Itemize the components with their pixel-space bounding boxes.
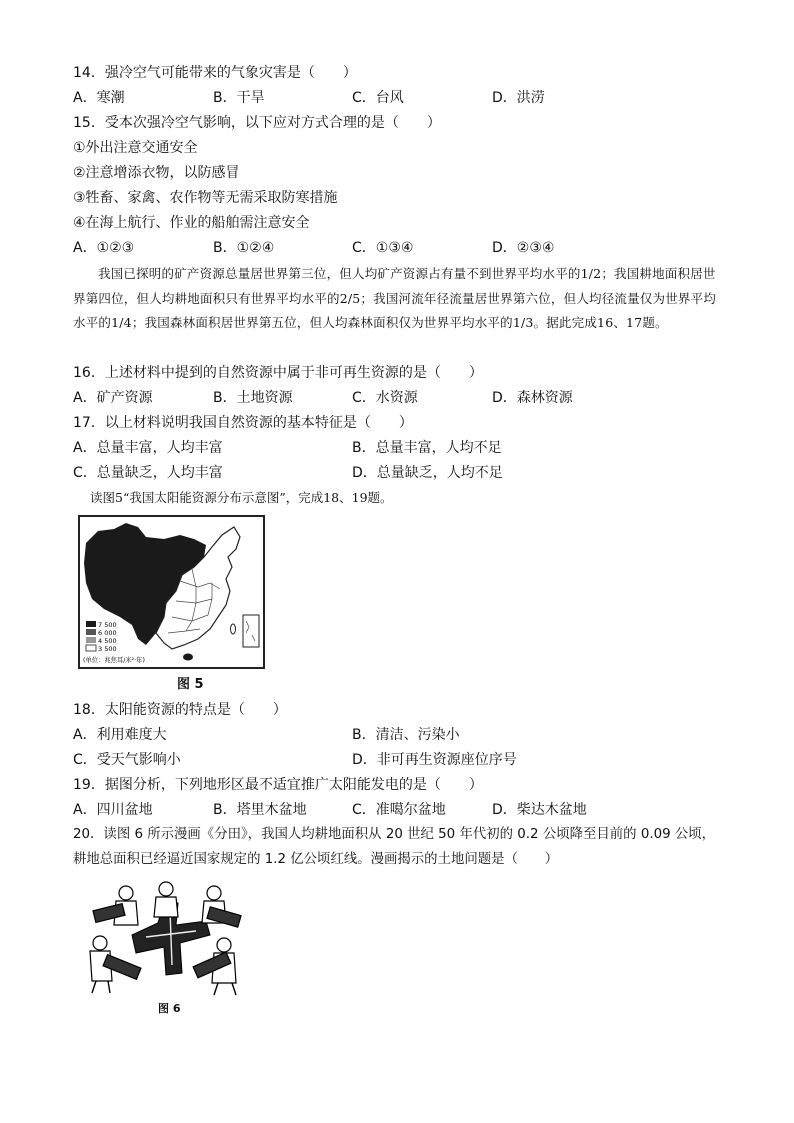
q17-option-a: A．总量丰富，人均丰富 — [73, 440, 223, 456]
land-division-cartoon — [86, 881, 248, 997]
q14-option-a: A．寒潮 — [73, 90, 125, 106]
q16-option-c: C．水资源 — [352, 390, 418, 406]
legend-label-6000: 6 000 — [98, 629, 117, 637]
q16-stem: 16．上述材料中提到的自然资源中属于非可再生资源的是（ ） — [73, 365, 483, 381]
fig5-caption: 图 5 — [177, 677, 204, 692]
legend-swatch-3500 — [86, 645, 96, 651]
q18-option-c: C．受天气影响小 — [73, 752, 181, 768]
q15-item-4: ④在海上航行、作业的船舶需注意安全 — [73, 215, 310, 231]
q15-item-1: ①外出注意交通安全 — [73, 140, 198, 156]
q15-option-d: D．②③④ — [492, 240, 555, 256]
map-hainan-island — [183, 654, 193, 661]
q16-option-b: B．土地资源 — [213, 390, 293, 406]
legend-swatch-7500 — [86, 621, 96, 627]
q18-option-b: B．清洁、污染小 — [352, 727, 460, 743]
map-taiwan-island — [231, 624, 236, 634]
q19-option-c: C．准噶尔盆地 — [352, 802, 446, 818]
q18-option-a: A．利用难度大 — [73, 727, 167, 743]
q17-option-d: D．总量缺乏，人均不足 — [352, 465, 503, 481]
map-inset-box — [243, 615, 259, 647]
q16-option-d: D．森林资源 — [492, 390, 573, 406]
fig5-intro: 读图5“我国太阳能资源分布示意图”，完成18、19题。 — [90, 490, 393, 505]
fig6-caption: 图 6 — [158, 1002, 181, 1015]
cartoon-figure-top-right — [202, 886, 241, 927]
solar-map-figure — [78, 515, 265, 669]
q15-item-3: ③牲畜、家禽、农作物等无需采取防寒措施 — [73, 190, 338, 206]
q17-option-c: C．总量缺乏，人均丰富 — [73, 465, 223, 481]
q15-option-c: C．①③④ — [352, 240, 414, 256]
q17-option-b: B．总量丰富，人均不足 — [352, 440, 502, 456]
q20-stem-line2: 耕地总面积已经逼近国家规定的 1.2 亿公顷红线。漫画揭示的土地问题是（ ） — [73, 852, 559, 867]
q18-option-d: D．非可再生资源座位序号 — [352, 752, 517, 768]
q14-option-b: B．干旱 — [213, 90, 265, 106]
cartoon-figure-top-left — [93, 886, 138, 925]
q16-option-a: A．矿产资源 — [73, 390, 153, 406]
q18-stem: 18．太阳能资源的特点是（ ） — [73, 702, 287, 718]
legend-label-7500: 7 500 — [98, 621, 117, 629]
q14-option-c: C．台风 — [352, 90, 404, 106]
material-paragraph: 我国已探明的矿产资源总量居世界第三位，但人均矿产资源占有量不到世界平均水平的1/2；我国耕地面积居世界第四位，但人均耕地面积只有世界平均水平的2/5；我国河流年径流量居世界第六位，但人均径流量仅为世界平均水平的1/4；我国森林面积居世界第五位，但人均森林面积仅为世界平均水平的1/3。据此完成16、17题。 — [73, 266, 717, 330]
q17-stem: 17．以上材料说明我国自然资源的基本特征是（ ） — [73, 415, 413, 431]
q20-stem-line1: 20．读图 6 所示漫画《分田》，我国人均耕地面积从 20 世纪 50 年代初的 0.2 公顷降至目前的 0.09 公顷， — [73, 827, 716, 842]
legend-swatch-4500 — [86, 637, 96, 643]
q19-option-d: D．柴达木盆地 — [492, 802, 587, 818]
cartoon-figure — [86, 881, 248, 997]
legend-label-4500: 4 500 — [98, 637, 117, 645]
legend-swatch-6000 — [86, 629, 96, 635]
legend-label-3500: 3 500 — [98, 645, 117, 653]
q19-option-a: A．四川盆地 — [73, 802, 153, 818]
cartoon-figure-top-center — [154, 882, 178, 917]
cartoon-figure-bottom-right — [193, 938, 236, 983]
q15-item-2: ②注意增添衣物，以防感冒 — [73, 165, 240, 181]
q15-option-a: A．①②③ — [73, 240, 135, 256]
legend-unit: (单位：兆焦耳/米²·年) — [83, 657, 145, 664]
q14-option-d: D．洪涝 — [492, 90, 545, 106]
q19-option-b: B．塔里木盆地 — [213, 802, 307, 818]
china-solar-map — [80, 517, 263, 667]
q15-option-b: B．①②④ — [213, 240, 275, 256]
q14-stem: 14．强冷空气可能带来的气象灾害是（ ） — [73, 65, 357, 81]
q19-stem: 19．据图分析，下列地形区最不适宜推广太阳能发电的是（ ） — [73, 777, 483, 793]
q15-stem: 15．受本次强冷空气影响，以下应对方式合理的是（ ） — [73, 115, 441, 131]
